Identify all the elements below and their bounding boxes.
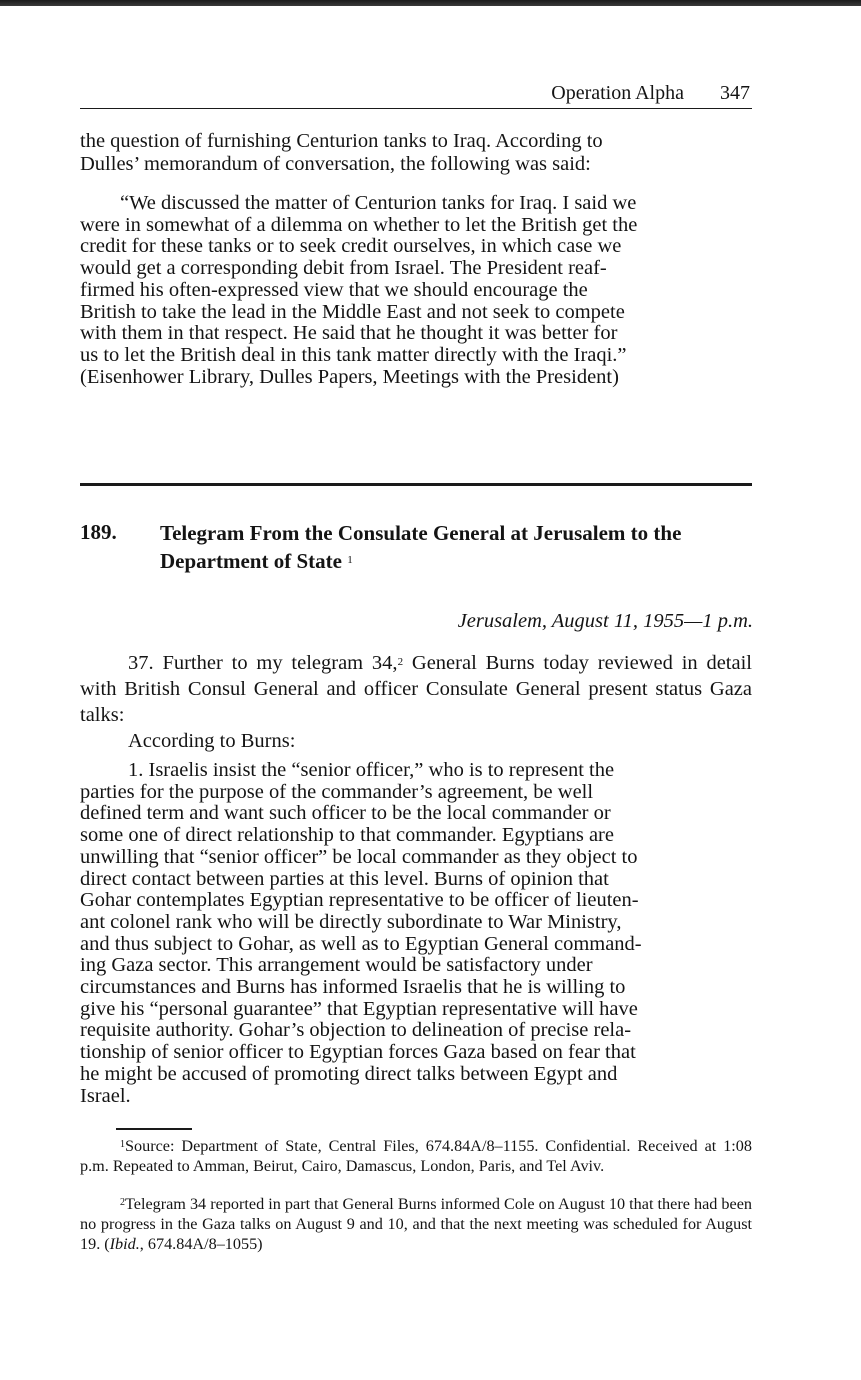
text-line: some one of direct relationship to that commander. Egyptians are [80,824,614,847]
text-line: ant colonel rank who will be directly subordinate to War Ministry, [80,910,622,933]
text-line: firmed his often-expressed view that we should encourage the [80,278,588,301]
item-1-paragraph [80,760,752,1107]
text-line: give his “personal guarantee” that Egyptian representative will have [80,997,638,1020]
text-line: unwilling that “senior officer” be local commander as they object to [80,845,638,868]
text-line: were in somewhat of a dilemma on whether to let the British get the [80,213,638,236]
text-line: and thus subject to Gohar, as well as to Egyptian General command- [80,932,642,955]
according-to-line: According to Burns: [128,730,296,752]
document-heading [160,519,752,575]
text-line: he might be accused of promoting direct talks between Egypt and [80,1062,618,1085]
text-line: requisite authority. Gohar’s objection to delineation of precise rela- [80,1019,632,1042]
text-line: tionship of senior officer to Egyptian forces Gaza based on fear that [80,1041,636,1064]
paragraph-37-rest: General Burns today reviewed in detail with British Consul General and officer Consulate General present status Gaza talks: [80,652,752,726]
text-line: would get a corresponding debit from Israel. The President reaf- [80,257,607,280]
text-line: the question of furnishing Centurion tanks to Iraq. According to [80,130,603,152]
text-line: with them in that respect. He said that he thought it was better for [80,322,618,345]
scan-top-edge [0,0,861,6]
text-line: circumstances and Burns has informed Israelis that he is willing to [80,976,626,999]
dateline: Jerusalem, August 11, 1955—1 p.m. [457,610,753,632]
page-number: 347 [720,82,750,104]
document-number: 189. [80,520,117,544]
running-head-title: Operation Alpha [551,82,684,104]
text-line: “We discussed the matter of Centurion tanks for Iraq. I said we [120,192,637,214]
text-line: British to take the lead in the Middle East and not seek to compete [80,300,625,323]
footnote-2-tail: , 674.84A/8–1055) [139,1235,263,1253]
text-line: parties for the purpose of the commander’s agreement, be well [80,780,594,803]
footnote-1-text [80,1136,752,1176]
text-line: Gohar contemplates Egyptian representative to be officer of lieuten- [80,889,639,912]
paragraph-37-lead: 37. Further to my telegram 34, [128,652,398,674]
text-line: 1. Israelis insist the “senior officer,” who is to represent the [128,759,615,781]
footnote-2-marker: 2 [120,1197,125,1208]
paragraph-37 [80,650,752,728]
footnote-1-marker: 1 [120,1139,125,1150]
text-line: defined term and want such officer to be the local commander or [80,802,611,825]
footnote-1-body: Source: Department of State, Central Files, 674.84A/8–1155. Confidential. Received at 1:08 p.m. Repeated to Amman, Beirut, Cairo, Damascus, London, Paris, and Tel Aviv. [80,1137,752,1175]
document-heading-text: Telegram From the Consulate General at Jerusalem to the Department of State [160,521,682,573]
running-head [80,80,752,109]
text-line: Dulles’ memorandum of conversation, the following was said: [80,153,591,175]
text-line: Israel. [80,1084,131,1107]
text-line: (Eisenhower Library, Dulles Papers, Meetings with the President) [80,365,619,388]
footnote-ref-1: 1 [347,554,353,566]
intro-paragraph [80,130,752,176]
footnote-ref-2: 2 [397,656,404,668]
quotation-block [80,193,752,388]
paragraph-37-text [80,650,752,728]
footnote-1 [80,1136,752,1176]
footnote-2-text [80,1194,752,1254]
text-line: direct contact between parties at this level. Burns of opinion that [80,867,609,890]
section-divider [80,483,752,486]
footnote-2 [80,1194,752,1254]
footnote-2-ibid: Ibid. [109,1235,140,1253]
footnote-2-body: Telegram 34 reported in part that General Burns informed Cole on August 10 that there had been no progress in the Gaza talks on August 9 and 10, and that the next meeting was scheduled for August 19. ( [80,1195,752,1253]
text-line: ing Gaza sector. This arrangement would be satisfactory under [80,954,593,977]
text-line: us to let the British deal in this tank matter directly with the Iraqi.” [80,343,627,366]
footnote-rule [116,1128,192,1130]
text-line: credit for these tanks or to seek credit ourselves, in which case we [80,235,622,258]
